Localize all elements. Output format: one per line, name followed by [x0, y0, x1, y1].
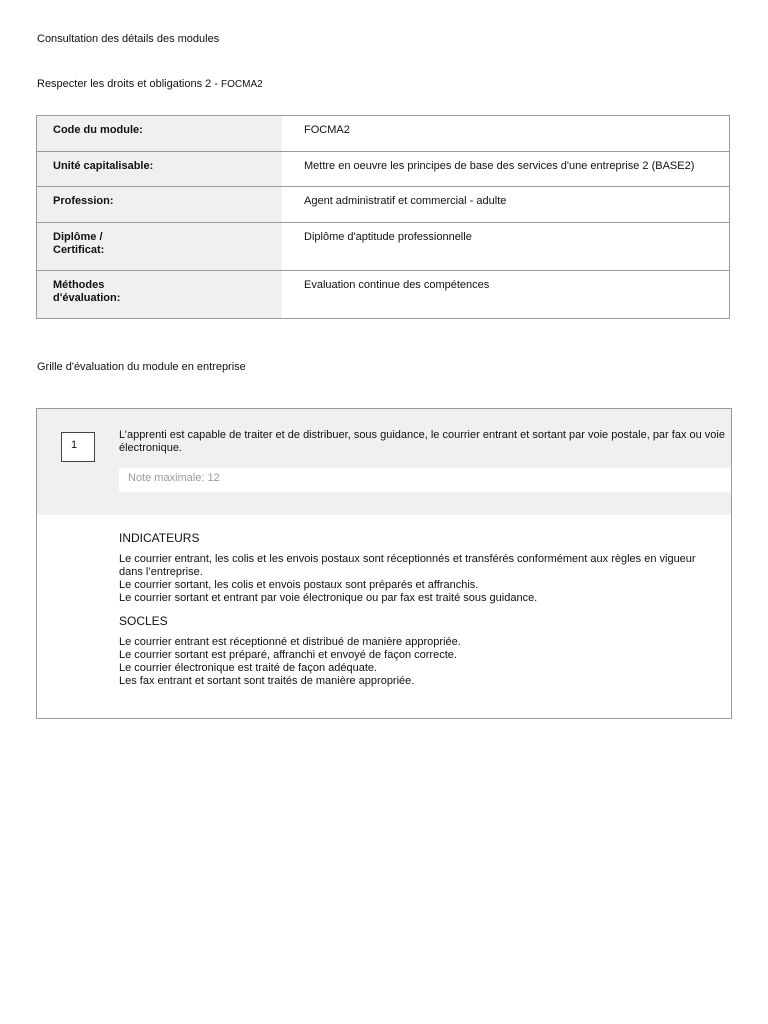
socle-line: Le courrier sortant est préparé, affranchi et envoyé de façon correcte. — [119, 649, 457, 661]
criterion-header — [37, 409, 731, 515]
details-label: Profession: — [37, 187, 283, 223]
details-value: Mettre en oeuvre les principes de base des services d'une entreprise 2 (BASE2) — [304, 160, 695, 172]
details-label-line: Diplôme / — [53, 231, 103, 243]
details-row-methodes — [37, 271, 730, 319]
indicator-line: Le courrier entrant, les colis et les envois postaux sont réceptionnés et transférés conformément aux règles en vigueur dans l’entreprise. — [119, 553, 696, 578]
socles-list — [119, 636, 699, 688]
socles-title: SOCLES — [119, 614, 168, 628]
grid-heading: Grille d'évaluation du module en entreprise — [37, 361, 246, 373]
module-details-table — [36, 115, 730, 319]
details-label-line: d'évaluation: — [53, 292, 121, 304]
criterion-number: 1 — [61, 432, 95, 462]
module-title-text: Respecter les droits et obligations 2 - — [37, 78, 222, 90]
details-label: Unité capitalisable: — [37, 152, 283, 187]
module-title — [37, 78, 263, 90]
details-row-profession — [37, 187, 730, 223]
socle-line: Les fax entrant et sortant sont traités de manière appropriée. — [119, 675, 415, 687]
details-label — [37, 223, 283, 271]
socle-line: Le courrier électronique est traité de façon adéquate. — [119, 662, 378, 674]
details-value: FOCMA2 — [304, 124, 350, 136]
indicator-line: Le courrier sortant et entrant par voie électronique ou par fax est traité sous guidance. — [119, 592, 538, 604]
criterion-body — [119, 532, 699, 698]
details-value: Agent administratif et commercial - adulte — [304, 195, 507, 207]
details-value: Diplôme d'aptitude professionnelle — [304, 231, 472, 243]
details-row-unite — [37, 152, 730, 187]
socle-line: Le courrier entrant est réceptionné et distribué de manière appropriée. — [119, 636, 461, 648]
details-row-code — [37, 116, 730, 152]
details-value: Evaluation continue des compétences — [304, 279, 490, 291]
criterion-text: L’apprenti est capable de traiter et de distribuer, sous guidance, le courrier entrant et sortant par voie postale, par fax ou voie électronique. — [119, 429, 725, 454]
details-label — [37, 271, 283, 319]
module-title-code: FOCMA2 — [221, 79, 263, 90]
details-row-diplome — [37, 223, 730, 271]
indicators-title: INDICATEURS — [119, 531, 200, 545]
indicators-list — [119, 553, 699, 605]
details-label-line: Certificat: — [53, 244, 105, 256]
criterion-card — [36, 408, 732, 719]
details-label: Code du module: — [37, 116, 283, 152]
indicator-line: Le courrier sortant, les colis et envois postaux sont préparés et affranchis. — [119, 579, 479, 591]
max-note-field[interactable]: Note maximale: 12 — [119, 468, 731, 492]
details-label-line: Méthodes — [53, 279, 105, 291]
page-heading: Consultation des détails des modules — [37, 33, 220, 45]
